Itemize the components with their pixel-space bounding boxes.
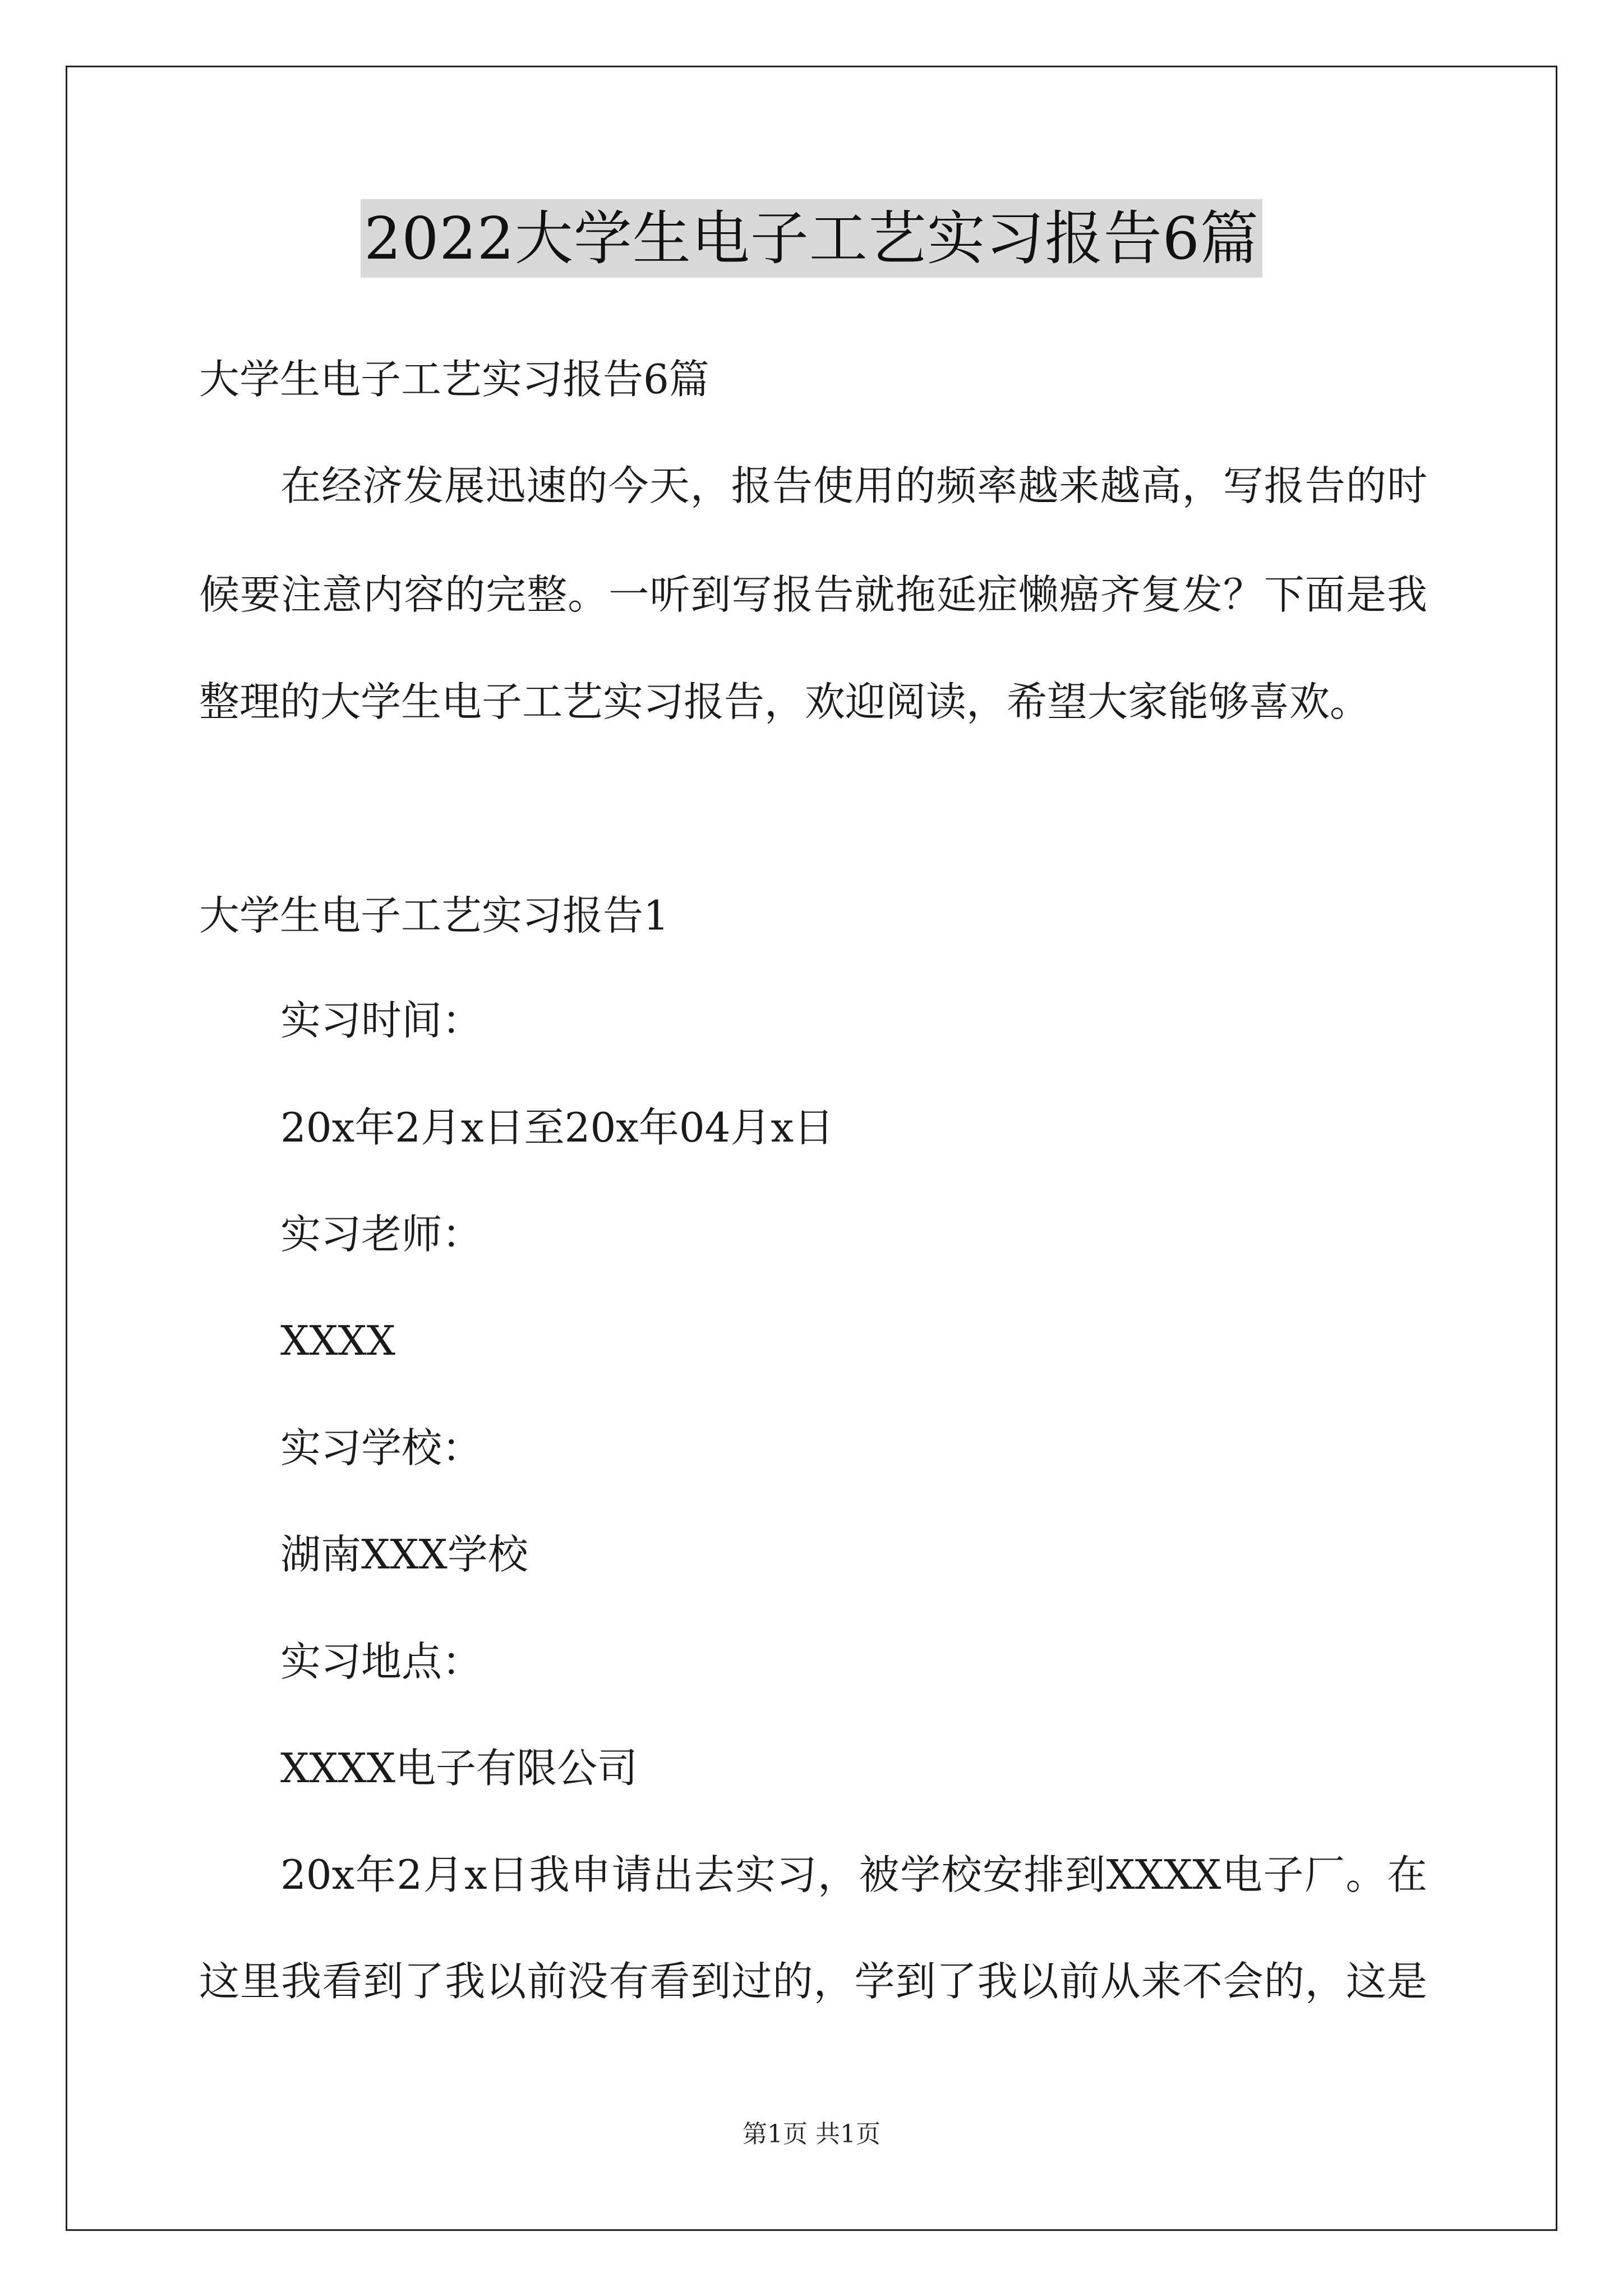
field-label-location: 实习地点： [280, 1638, 483, 1685]
field-label-teacher: 实习老师： [280, 1211, 483, 1258]
document-title: 2022大学生电子工艺实习报告6篇 [361, 199, 1262, 278]
intro-line-2: 候要注意内容的完整。一听到写报告就拖延症懒癌齐复发？下面是我 [199, 571, 1427, 618]
section-heading: 大学生电子工艺实习报告1 [199, 892, 669, 939]
field-value-teacher: XXXX [280, 1317, 396, 1364]
title-container [0, 199, 1623, 278]
field-label-time: 实习时间： [280, 997, 483, 1044]
body-line-2: 这里我看到了我以前没有看到过的，学到了我以前从来不会的，这是 [199, 1958, 1427, 2005]
field-value-location: XXXX电子有限公司 [280, 1745, 638, 1792]
field-value-time: 20x年2月x日至20x年04月x日 [280, 1104, 834, 1151]
body-line-1: 20x年2月x日我申请出去实习，被学校安排到XXXX电子厂。在 [280, 1851, 1427, 1898]
intro-line-3: 整理的大学生电子工艺实习报告，欢迎阅读，希望大家能够喜欢。 [199, 678, 1371, 725]
subtitle-line: 大学生电子工艺实习报告6篇 [199, 356, 709, 403]
page-footer: 第1页 共1页 [743, 2120, 880, 2148]
field-label-school: 实习学校： [280, 1424, 483, 1471]
field-value-school: 湖南XXX学校 [280, 1531, 528, 1578]
intro-line-1: 在经济发展迅速的今天，报告使用的频率越来越高，写报告的时 [280, 462, 1427, 509]
